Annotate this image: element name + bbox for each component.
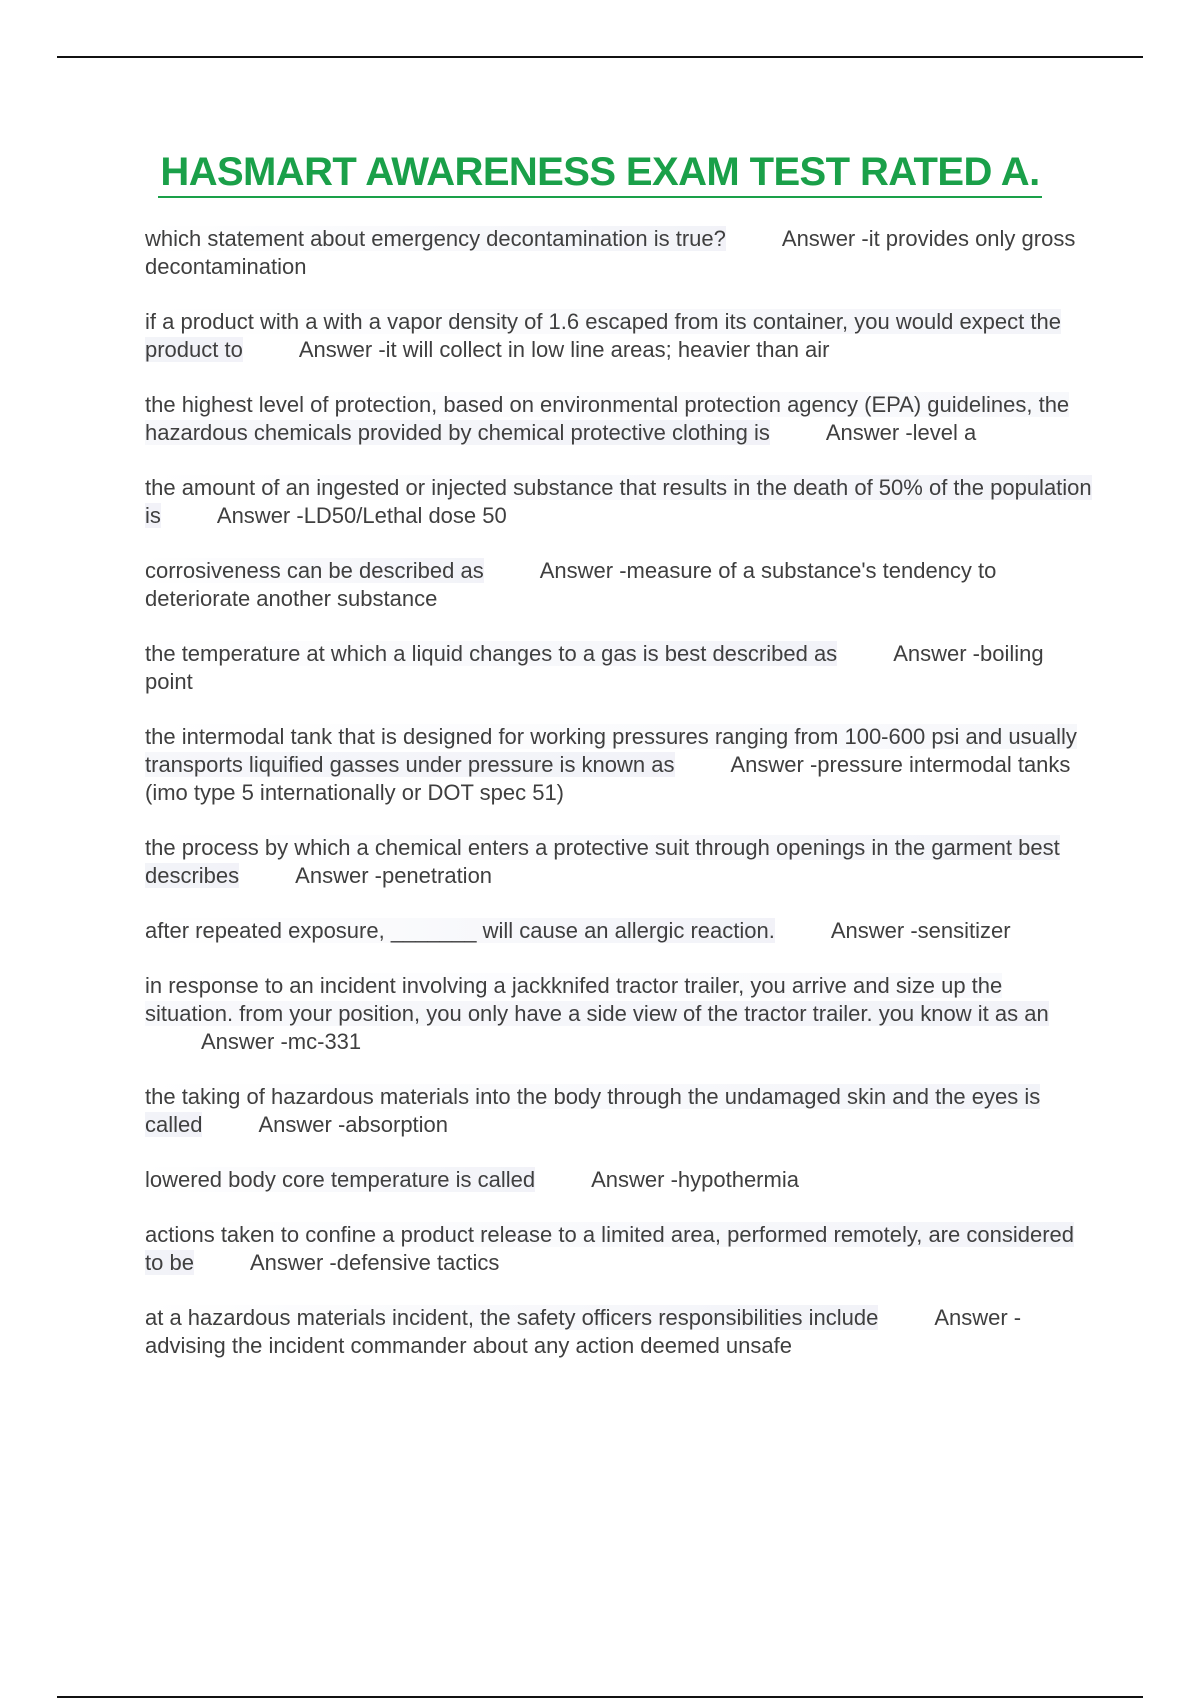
question-text: which statement about emergency decontamination is true? — [145, 226, 726, 251]
answer-text: Answer -mc-331 — [201, 1029, 362, 1054]
answer-text: Answer -boiling point — [145, 641, 1044, 694]
question-text: the intermodal tank that is designed for working pressures ranging from 100-600 psi and usually transports liquified gasses under pressure is known as — [145, 724, 1077, 777]
answer-text: Answer -sensitizer — [830, 918, 1011, 943]
answer-text: Answer -absorption — [258, 1112, 449, 1137]
answer-text: Answer -measure of a substance's tendency to deteriorate another substance — [145, 558, 997, 611]
question-text: the temperature at which a liquid changes to a gas is best described as — [145, 641, 838, 666]
qa-item — [145, 972, 1095, 1056]
qa-item — [145, 640, 1095, 696]
question-text: after repeated exposure, _______ will cause an allergic reaction. — [145, 918, 775, 943]
answer-text: Answer -defensive tactics — [249, 1250, 500, 1275]
document-title: HASMART AWARENESS EXAM TEST RATED A. — [158, 150, 1041, 198]
question-text: at a hazardous materials incident, the safety officers responsibilities include — [145, 1305, 879, 1330]
qa-item — [145, 391, 1095, 447]
top-rule — [57, 56, 1143, 58]
qa-item — [145, 1221, 1095, 1277]
answer-text: Answer -pressure intermodal tanks (imo type 5 internationally or DOT spec 51) — [145, 752, 1071, 805]
answer-text: Answer -advising the incident commander about any action deemed unsafe — [145, 1305, 1022, 1358]
qa-item — [145, 834, 1095, 890]
qa-item — [145, 557, 1095, 613]
question-text: lowered body core temperature is called — [145, 1167, 536, 1192]
question-text: the highest level of protection, based on environmental protection agency (EPA) guidelines, the hazardous chemicals provided by chemical protective clothing is — [145, 392, 1070, 445]
question-text: actions taken to confine a product release to a limited area, performed remotely, are considered to be — [145, 1222, 1074, 1275]
qa-item — [145, 308, 1095, 364]
qa-item — [145, 474, 1095, 530]
title-container — [0, 150, 1200, 198]
answer-text: Answer -hypothermia — [591, 1167, 799, 1192]
answer-text: Answer -it provides only gross decontamination — [145, 226, 1076, 279]
question-text: the process by which a chemical enters a protective suit through openings in the garment best describes — [145, 835, 1060, 888]
qa-item — [145, 723, 1095, 807]
answer-text: Answer -it will collect in low line areas; heavier than air — [298, 337, 830, 362]
question-text: the taking of hazardous materials into the body through the undamaged skin and the eyes is called — [145, 1084, 1041, 1137]
qa-list — [145, 225, 1095, 1387]
answer-text: Answer -penetration — [295, 863, 493, 888]
qa-item — [145, 225, 1095, 281]
question-text: in response to an incident involving a jackknifed tractor trailer, you arrive and size up the situation. from your position, you only have a side view of the tractor trailer. you know it as an — [145, 973, 1049, 1026]
answer-text: Answer -LD50/Lethal dose 50 — [216, 503, 507, 528]
qa-item — [145, 1166, 1095, 1194]
question-text: corrosiveness can be described as — [145, 558, 484, 583]
qa-item — [145, 917, 1095, 945]
qa-item — [145, 1083, 1095, 1139]
qa-item — [145, 1304, 1095, 1360]
question-text: if a product with a with a vapor density of 1.6 escaped from its container, you would expect the product to — [145, 309, 1061, 362]
answer-text: Answer -level a — [825, 420, 977, 445]
bottom-rule — [57, 1696, 1143, 1698]
question-text: the amount of an ingested or injected substance that results in the death of 50% of the population is — [145, 475, 1092, 528]
